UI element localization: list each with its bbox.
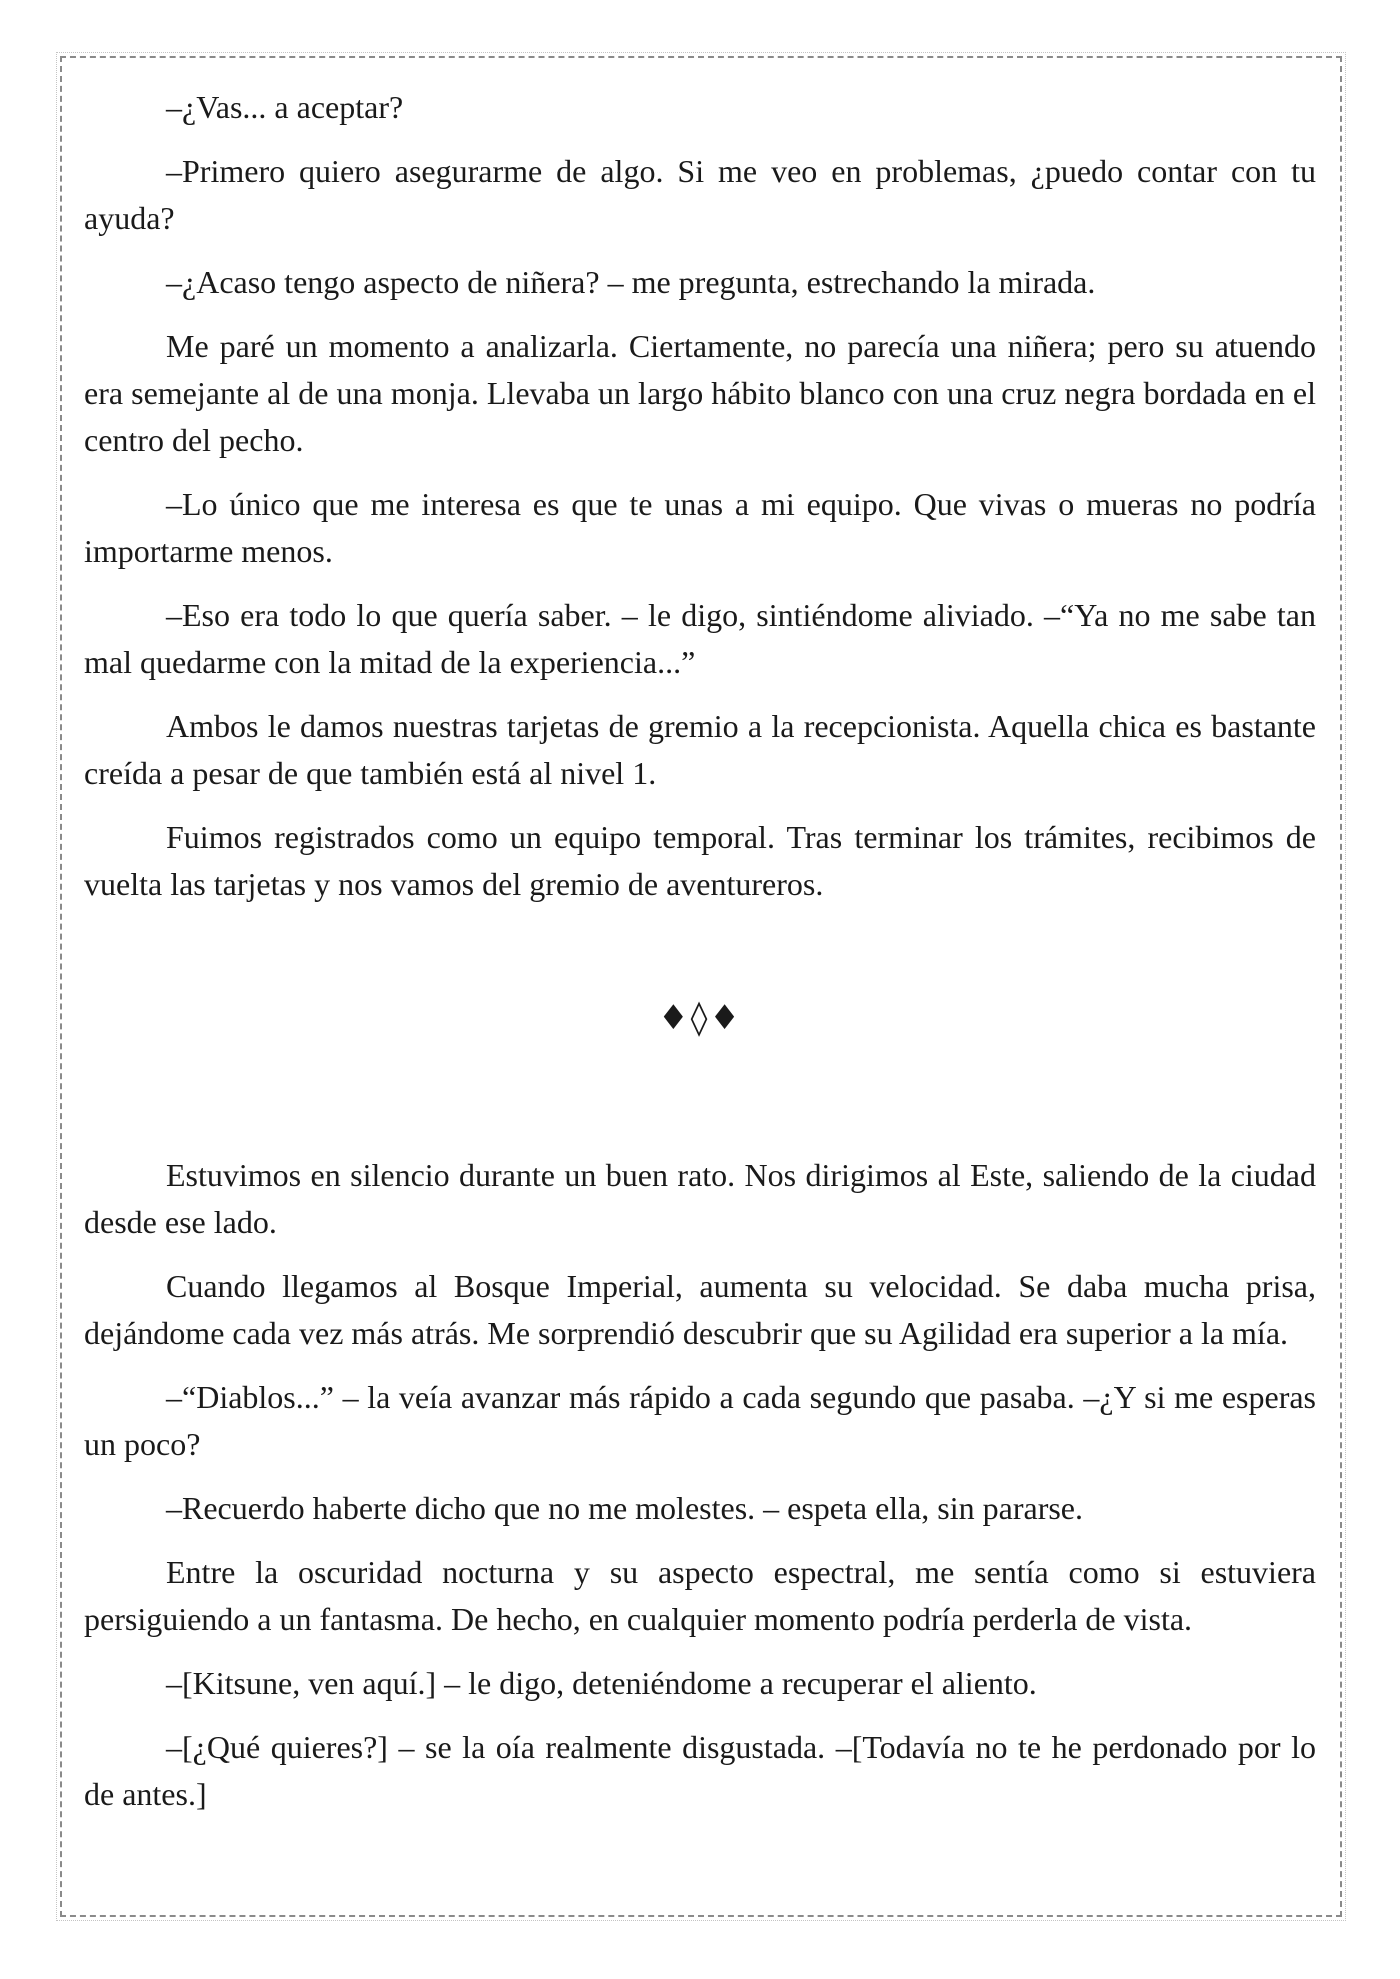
- scene-separator: ♦◊♦: [658, 998, 742, 1038]
- paragraph: –Recuerdo haberte dicho que no me molestes. – espeta ella, sin pararse.: [166, 1490, 1083, 1526]
- paragraph: –[¿Qué quieres?] – se la oía realmente disgustada. –[Todavía no te he perdonado por lo de antes.]: [84, 1729, 1316, 1812]
- paragraph: –“Diablos...” – la veía avanzar más rápido a cada segundo que pasaba. –¿Y si me esperas un poco?: [84, 1379, 1316, 1462]
- paragraph: –Lo único que me interesa es que te unas a mi equipo. Que vivas o mueras no podría importarme menos.: [84, 486, 1316, 569]
- paragraph: –¿Acaso tengo aspecto de niñera? – me pregunta, estrechando la mirada.: [166, 264, 1096, 300]
- paragraph: Cuando llegamos al Bosque Imperial, aumenta su velocidad. Se daba mucha prisa, dejándome cada vez más atrás. Me sorprendió descubrir que su Agilidad era superior a la mía.: [84, 1268, 1316, 1351]
- paragraph: Fuimos registrados como un equipo temporal. Tras terminar los trámites, recibimos de vuelta las tarjetas y nos vamos del gremio de aventureros.: [84, 819, 1316, 902]
- paragraph: –Primero quiero asegurarme de algo. Si me veo en problemas, ¿puedo contar con tu ayuda?: [84, 153, 1316, 236]
- scene-break: [84, 908, 1316, 1152]
- paragraph: Entre la oscuridad nocturna y su aspecto espectral, me sentía como si estuviera persiguiendo a un fantasma. De hecho, en cualquier momento podría perderla de vista.: [84, 1554, 1316, 1637]
- paragraph: –¿Vas... a aceptar?: [166, 89, 404, 125]
- page-text: [84, 84, 1316, 1818]
- paragraph: Ambos le damos nuestras tarjetas de gremio a la recepcionista. Aquella chica es bastante creída a pesar de que también está al nivel 1.: [84, 708, 1316, 791]
- paragraph: –[Kitsune, ven aquí.] – le digo, deteniéndome a recuperar el aliento.: [166, 1665, 1037, 1701]
- paragraph: –Eso era todo lo que quería saber. – le digo, sintiéndome aliviado. –“Ya no me sabe tan mal quedarme con la mitad de la experiencia...”: [84, 597, 1316, 680]
- paragraph: Me paré un momento a analizarla. Ciertamente, no parecía una niñera; pero su atuendo era semejante al de una monja. Llevaba un largo hábito blanco con una cruz negra bordada en el centro del pecho.: [84, 328, 1316, 458]
- paragraph: Estuvimos en silencio durante un buen rato. Nos dirigimos al Este, saliendo de la ciudad desde ese lado.: [84, 1157, 1316, 1240]
